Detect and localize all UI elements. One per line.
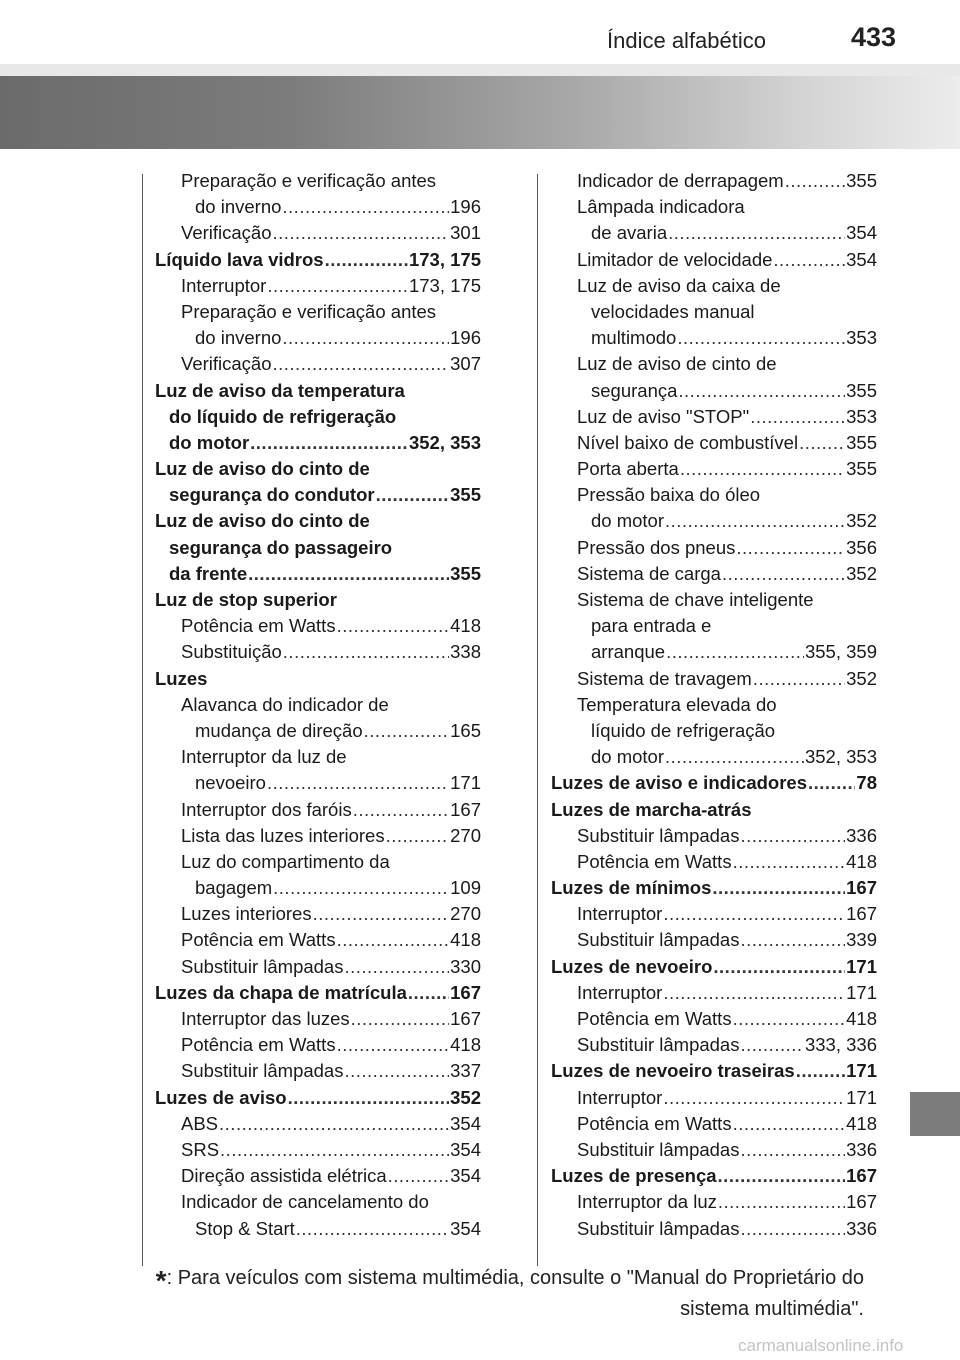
index-term: Sistema de travagem — [577, 667, 752, 689]
page-reference: 355 — [846, 170, 877, 191]
index-entry — [551, 482, 877, 508]
index-term: Luzes — [155, 667, 208, 689]
index-term: do líquido de refrigeração — [169, 405, 397, 427]
index-entry — [551, 404, 877, 430]
page-reference: 353 — [846, 327, 877, 349]
index-term: Luz de aviso "STOP" — [577, 405, 750, 427]
index-entry — [551, 168, 877, 194]
page-reference: 196 — [450, 196, 481, 218]
page-reference: 354 — [846, 248, 877, 270]
index-entry — [551, 901, 877, 927]
index-term: Interruptor da luz de — [181, 746, 347, 768]
dot-leader — [663, 1085, 845, 1111]
dot-leader — [753, 666, 845, 692]
dot-leader — [680, 456, 845, 482]
index-term: Nível baixo de combustível — [577, 431, 799, 453]
footnote — [86, 1264, 864, 1323]
index-entry — [551, 508, 877, 534]
index-term: Direção assistida elétrica — [181, 1165, 387, 1187]
index-entry — [551, 1032, 877, 1058]
dot-leader — [288, 1085, 450, 1111]
index-term: Potência em Watts — [181, 1034, 336, 1056]
index-term: Luz do compartimento da — [181, 850, 390, 872]
dot-leader — [785, 168, 845, 194]
index-term: arranque — [591, 641, 666, 663]
index-term: do motor — [169, 431, 250, 453]
index-term: Luzes da chapa de matrícula — [155, 981, 407, 1003]
header-divider-band — [0, 64, 960, 76]
dot-leader — [388, 1163, 449, 1189]
dot-leader — [325, 247, 408, 273]
dot-leader — [666, 639, 804, 665]
dot-leader — [740, 927, 845, 953]
dot-leader — [296, 1216, 449, 1242]
dot-leader — [220, 1137, 449, 1163]
index-entry — [551, 378, 877, 404]
page-reference: 338 — [450, 641, 481, 663]
index-entry — [155, 325, 481, 351]
index-term: Luzes interiores — [181, 903, 312, 925]
dot-leader — [364, 718, 449, 744]
index-term: Substituição — [181, 641, 282, 663]
index-entry — [155, 954, 481, 980]
page-reference: 354 — [450, 1165, 481, 1187]
index-entry — [551, 1111, 877, 1137]
index-entry — [551, 613, 877, 639]
page-number: 433 — [850, 22, 896, 52]
index-term: Sistema de chave inteligente — [577, 589, 814, 610]
index-term: Sistema de carga — [577, 562, 721, 584]
page-reference: 196 — [450, 327, 481, 349]
page-reference: 418 — [846, 1112, 877, 1134]
page-reference: 167 — [846, 903, 877, 925]
index-term: Luz de aviso de cinto de — [577, 353, 777, 375]
index-term: Verificação — [181, 353, 272, 375]
dot-leader — [337, 1032, 450, 1058]
index-term: Lâmpada indicadora — [577, 196, 745, 218]
index-entry — [551, 535, 877, 561]
gradient-banner — [0, 76, 960, 149]
index-entry — [155, 1032, 481, 1058]
page-reference: 167 — [450, 981, 481, 1003]
index-entry — [155, 194, 481, 220]
index-term: Limitador de velocidade — [577, 248, 773, 270]
dot-leader — [267, 273, 408, 299]
index-entry — [155, 587, 481, 613]
index-entry — [551, 718, 877, 744]
index-term: Luz de aviso do cinto de — [155, 510, 370, 532]
index-term: segurança do passageiro — [169, 536, 393, 558]
dot-leader — [353, 797, 449, 823]
index-term: SRS — [181, 1138, 220, 1160]
index-term: da frente — [169, 562, 248, 584]
right-column-rule — [537, 174, 538, 1266]
dot-leader — [808, 770, 855, 796]
dot-leader — [733, 1006, 846, 1032]
dot-leader — [344, 1058, 449, 1084]
dot-leader — [718, 1163, 846, 1189]
page-reference: 165 — [450, 719, 481, 741]
dot-leader — [665, 508, 845, 534]
index-entry — [551, 770, 877, 796]
index-entry — [155, 927, 481, 953]
index-entry — [155, 561, 481, 587]
index-term: Potência em Watts — [577, 850, 732, 872]
index-term: Lista das luzes interiores — [181, 824, 385, 846]
index-column-left — [155, 168, 481, 1242]
page-reference: 352 — [846, 562, 877, 584]
index-entry — [551, 980, 877, 1006]
index-term: Substituir lâmpadas — [577, 1217, 740, 1239]
index-entry — [155, 875, 481, 901]
dot-leader — [668, 220, 845, 246]
page-reference: 171 — [450, 772, 481, 794]
index-entry — [551, 1216, 877, 1242]
dot-leader — [736, 535, 845, 561]
index-entry — [155, 220, 481, 246]
index-entry — [155, 273, 481, 299]
page-reference: 336 — [846, 824, 877, 846]
index-entry — [551, 666, 877, 692]
page-reference: 355 — [846, 431, 877, 453]
page-reference: 270 — [450, 824, 481, 846]
index-term: Luzes de aviso — [155, 1086, 287, 1108]
index-term: segurança do condutor — [169, 484, 375, 506]
index-entry — [551, 299, 877, 325]
dot-leader — [273, 875, 449, 901]
page-reference: 354 — [450, 1138, 481, 1160]
index-entry — [155, 247, 481, 273]
dot-leader — [282, 194, 449, 220]
dot-leader — [219, 1111, 449, 1137]
page-reference: 270 — [450, 903, 481, 925]
index-entry — [551, 247, 877, 273]
dot-leader — [712, 875, 845, 901]
index-term: mudança de direção — [195, 719, 363, 741]
index-term: do motor — [591, 746, 665, 768]
index-term: nevoeiro — [195, 772, 266, 794]
dot-leader — [283, 639, 449, 665]
page-reference: 418 — [450, 929, 481, 951]
index-entry — [551, 954, 877, 980]
index-term: Luz de aviso da temperatura — [155, 379, 405, 401]
dot-leader — [773, 247, 845, 273]
page-reference: 78 — [856, 772, 877, 794]
dot-leader — [718, 1189, 845, 1215]
index-entry — [155, 1163, 481, 1189]
index-entry — [155, 849, 481, 875]
chapter-tab — [910, 1092, 960, 1136]
section-title: Índice alfabético — [607, 28, 766, 53]
index-entry — [551, 1163, 877, 1189]
index-entry — [155, 1216, 481, 1242]
index-entry — [551, 1058, 877, 1084]
index-entry — [155, 1189, 481, 1215]
index-term: Interruptor das luzes — [181, 1008, 350, 1029]
page-reference: 337 — [450, 1060, 481, 1082]
page-reference: 352, 353 — [408, 431, 481, 453]
index-term: Potência em Watts — [577, 1112, 732, 1134]
index-term: Interruptor — [577, 903, 663, 925]
index-term: Substituir lâmpadas — [577, 1138, 740, 1160]
dot-leader — [740, 823, 845, 849]
index-entry — [155, 639, 481, 665]
index-entry — [551, 744, 877, 770]
index-entry — [155, 770, 481, 796]
dot-leader — [386, 823, 450, 849]
index-term: Potência em Watts — [181, 615, 336, 637]
index-term: Interruptor — [577, 1086, 663, 1108]
index-entry — [551, 797, 877, 823]
index-entry — [155, 901, 481, 927]
page-reference: 352 — [846, 667, 877, 689]
index-entry — [551, 823, 877, 849]
page-reference: 171 — [846, 955, 877, 977]
index-term: velocidades manual — [591, 300, 755, 322]
index-entry — [551, 351, 877, 377]
index-term: Líquido lava vidros — [155, 248, 324, 270]
index-entry — [551, 1085, 877, 1111]
page-reference: 330 — [450, 955, 481, 977]
index-term: Potência em Watts — [577, 1008, 732, 1029]
index-term: Luz de aviso da caixa de — [577, 274, 781, 296]
watermark: carmanualsonline.info — [738, 1336, 904, 1355]
index-term: Porta aberta — [577, 458, 679, 480]
index-entry — [155, 456, 481, 482]
index-entry — [551, 430, 877, 456]
index-term: do motor — [591, 510, 665, 532]
footnote-marker: * — [155, 1265, 167, 1296]
index-entry — [155, 744, 481, 770]
index-term: Luzes de mínimos — [551, 877, 712, 899]
page-header — [0, 0, 960, 64]
index-entry — [551, 273, 877, 299]
index-term: Indicador de derrapagem — [577, 170, 784, 191]
index-term: Alavanca do indicador de — [181, 693, 389, 715]
dot-leader — [740, 1137, 845, 1163]
index-term: Pressão dos pneus — [577, 536, 736, 558]
index-term: segurança — [591, 379, 678, 401]
dot-leader — [796, 1058, 845, 1084]
index-term: Pressão baixa do óleo — [577, 484, 761, 506]
index-entry — [155, 1006, 481, 1032]
page-reference: 355 — [846, 379, 877, 401]
index-term: Preparação e verificação antes — [181, 170, 437, 191]
index-term: Substituir lâmpadas — [181, 1060, 344, 1082]
page-reference: 354 — [450, 1112, 481, 1134]
index-entry — [551, 1006, 877, 1032]
index-term: Interruptor — [577, 981, 663, 1003]
index-entry — [155, 797, 481, 823]
index-entry — [155, 1058, 481, 1084]
dot-leader — [313, 901, 450, 927]
index-entry — [551, 1189, 877, 1215]
footnote-text: : Para veículos com sistema multimédia, consulte o "Manual do Proprietário do sistema multimédia". — [166, 1267, 864, 1320]
index-entry — [155, 1111, 481, 1137]
page-reference: 109 — [450, 877, 481, 899]
page-reference: 307 — [450, 353, 481, 375]
index-term: Indicador de cancelamento do — [181, 1191, 429, 1213]
index-entry — [155, 508, 481, 534]
index-term: do inverno — [195, 327, 282, 349]
page-reference: 418 — [450, 615, 481, 637]
dot-leader — [273, 351, 450, 377]
page-reference: 167 — [846, 877, 877, 899]
index-term: multimodo — [591, 327, 677, 349]
page-reference: 355, 359 — [804, 641, 877, 663]
page-reference: 353 — [846, 405, 877, 427]
dot-leader — [337, 613, 450, 639]
index-entry — [155, 351, 481, 377]
index-term: Interruptor dos faróis — [181, 798, 352, 820]
index-entry — [551, 587, 877, 613]
dot-leader — [663, 980, 845, 1006]
index-entry — [551, 639, 877, 665]
page-reference: 354 — [846, 222, 877, 244]
page-reference: 173, 175 — [408, 248, 481, 270]
page-reference: 418 — [846, 850, 877, 872]
page-reference: 333, 336 — [804, 1034, 877, 1056]
index-term: para entrada e — [591, 615, 712, 637]
dot-leader — [248, 561, 449, 587]
dot-leader — [267, 770, 449, 796]
page-reference: 418 — [450, 1034, 481, 1056]
index-term: bagagem — [195, 877, 273, 899]
index-entry — [551, 561, 877, 587]
index-entry — [155, 404, 481, 430]
index-term: do inverno — [195, 196, 282, 218]
dot-leader — [678, 378, 845, 404]
index-term: Luzes de marcha-atrás — [551, 798, 752, 820]
page-reference: 167 — [450, 798, 481, 820]
dot-leader — [750, 404, 845, 430]
index-entry — [155, 718, 481, 744]
page-reference: 352 — [846, 510, 877, 532]
dot-leader — [250, 430, 408, 456]
index-entry — [155, 692, 481, 718]
dot-leader — [663, 901, 845, 927]
index-term: ABS — [181, 1112, 219, 1134]
dot-leader — [799, 430, 845, 456]
index-entry — [155, 535, 481, 561]
index-entry — [551, 220, 877, 246]
page-reference: 173, 175 — [408, 274, 481, 296]
page-reference: 418 — [846, 1008, 877, 1029]
index-entry — [155, 482, 481, 508]
index-column-right — [551, 168, 877, 1242]
page-reference: 167 — [450, 1008, 481, 1029]
index-entry — [551, 1137, 877, 1163]
page-reference: 352, 353 — [804, 746, 877, 768]
index-entry — [551, 456, 877, 482]
index-entry — [551, 927, 877, 953]
dot-leader — [282, 325, 449, 351]
index-term: Substituir lâmpadas — [577, 929, 740, 951]
dot-leader — [376, 482, 450, 508]
index-term: Verificação — [181, 222, 272, 244]
page-reference: 171 — [846, 1060, 877, 1082]
index-term: Luzes de nevoeiro traseiras — [551, 1060, 795, 1082]
index-entry — [155, 168, 481, 194]
dot-leader — [722, 561, 845, 587]
index-term: Interruptor da luz — [577, 1191, 717, 1213]
dot-leader — [740, 1216, 845, 1242]
page-reference: 354 — [450, 1217, 481, 1239]
index-term: Interruptor — [181, 274, 267, 296]
dot-leader — [273, 220, 450, 246]
dot-leader — [733, 1111, 846, 1137]
dot-leader — [677, 325, 845, 351]
index-entry — [551, 849, 877, 875]
index-term: de avaria — [591, 222, 668, 244]
page-reference: 167 — [846, 1165, 877, 1187]
dot-leader — [344, 954, 449, 980]
dot-leader — [665, 744, 804, 770]
index-entry — [155, 299, 481, 325]
index-entry — [155, 823, 481, 849]
page-reference: 339 — [846, 929, 877, 951]
dot-leader — [337, 927, 450, 953]
index-entry — [155, 1137, 481, 1163]
page-reference: 352 — [450, 1086, 481, 1108]
dot-leader — [351, 1006, 449, 1032]
left-column-rule — [142, 174, 143, 1266]
index-entry — [155, 1085, 481, 1111]
dot-leader — [740, 1032, 804, 1058]
index-entry — [155, 980, 481, 1006]
page-reference: 171 — [846, 981, 877, 1003]
index-term: Preparação e verificação antes — [181, 300, 437, 322]
page-reference: 336 — [846, 1138, 877, 1160]
index-entry — [155, 378, 481, 404]
index-term: líquido de refrigeração — [591, 719, 776, 741]
page-reference: 301 — [450, 222, 481, 244]
page-reference: 336 — [846, 1217, 877, 1239]
index-term: Temperatura elevada do — [577, 693, 777, 715]
index-entry — [155, 666, 481, 692]
index-term: Stop & Start — [195, 1217, 295, 1239]
index-term: Luzes de nevoeiro — [551, 955, 713, 977]
page-reference: 167 — [846, 1191, 877, 1213]
index-term: Substituir lâmpadas — [577, 1034, 740, 1056]
index-term: Luzes de presença — [551, 1165, 717, 1187]
index-entry — [551, 194, 877, 220]
page-reference: 355 — [450, 562, 481, 584]
page-reference: 171 — [846, 1086, 877, 1108]
index-term: Substituir lâmpadas — [577, 824, 740, 846]
index-term: Substituir lâmpadas — [181, 955, 344, 977]
dot-leader — [408, 980, 449, 1006]
page-reference: 356 — [846, 536, 877, 558]
index-entry — [551, 875, 877, 901]
index-entry — [551, 325, 877, 351]
index-term: Potência em Watts — [181, 929, 336, 951]
index-entry — [155, 613, 481, 639]
dot-leader — [733, 849, 846, 875]
index-entry — [551, 692, 877, 718]
page-reference: 355 — [450, 484, 481, 506]
index-term: Luz de stop superior — [155, 589, 337, 610]
index-entry — [155, 430, 481, 456]
index-term: Luzes de aviso e indicadores — [551, 772, 808, 794]
page-reference: 355 — [846, 458, 877, 480]
dot-leader — [713, 954, 845, 980]
index-term: Luz de aviso do cinto de — [155, 458, 370, 480]
